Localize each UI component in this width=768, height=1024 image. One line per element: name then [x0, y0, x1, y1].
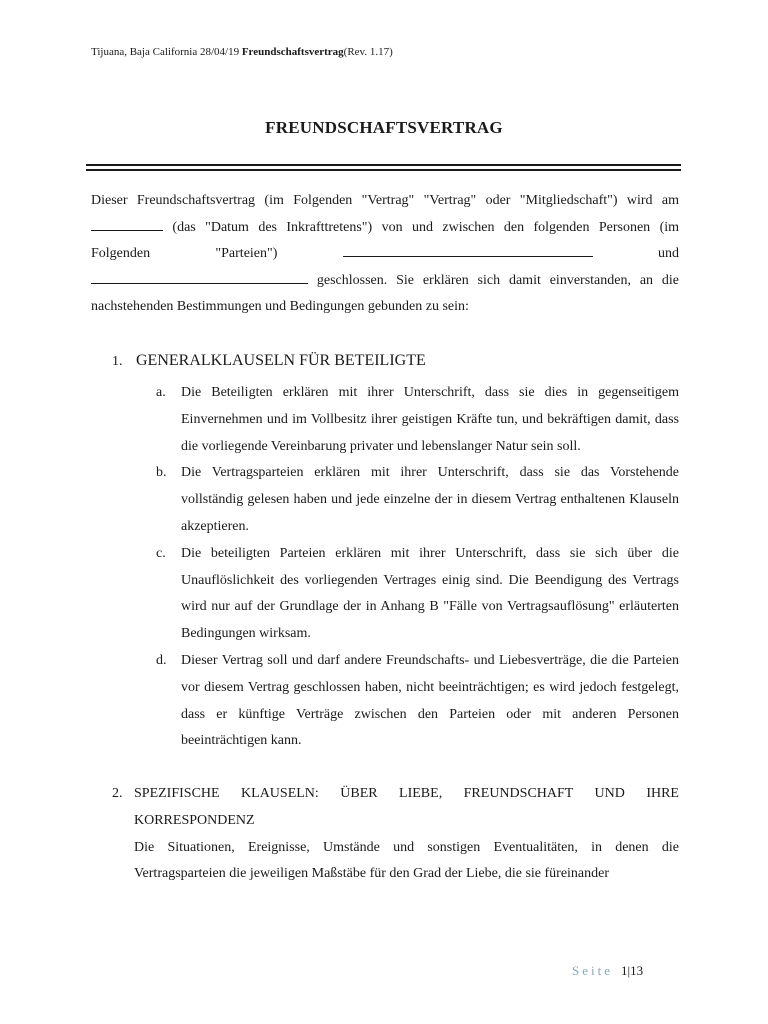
section-2: [112, 781, 679, 888]
date-blank: [91, 216, 163, 231]
intro-line-4: [91, 268, 679, 295]
party-one-blank: [343, 242, 593, 257]
section-1-heading: [112, 351, 426, 372]
section-2-number: 2.: [112, 786, 123, 801]
clause-d-letter: d.: [156, 652, 167, 668]
intro-paragraph: [91, 188, 679, 321]
intro-line-5: nachstehenden Bestimmungen und Bedingungen gebunden zu sein:: [91, 299, 469, 314]
intro-line-1: Dieser Freundschaftsvertrag (im Folgenden "Vertrag" "Vertrag" oder "Mitgliedschaft") wird am: [91, 193, 679, 208]
section-2-heading: SPEZIFISCHE KLAUSELN: ÜBER LIEBE, FREUNDSCHAFT UND IHRE KORRESPONDENZ: [134, 786, 679, 828]
footer-page-total: 13: [630, 963, 644, 978]
header-place-date: Tijuana, Baja California 28/04/19: [91, 46, 240, 58]
intro-line-3-und: und: [658, 246, 680, 261]
section-1-title: GENERALKLAUSELN FÜR BETEILIGTE: [136, 352, 426, 369]
clause-b-text: Die Vertragsparteien erklären mit ihrer Unterschrift, dass sie das Vorstehende vollständig gelesen haben und jede einzelne der in diesem Vertrag enthaltenen Klauseln akzeptieren.: [181, 465, 679, 534]
clause-c-letter: c.: [156, 545, 166, 561]
clause-a: [156, 380, 679, 460]
clause-d: [156, 648, 679, 755]
intro-line-3-parteien: "Parteien"): [215, 246, 278, 261]
title-rule-top: [86, 164, 681, 166]
clause-b-letter: b.: [156, 465, 167, 481]
title-rule-bottom: [86, 169, 681, 171]
section-1-clauses: [156, 380, 679, 755]
clause-c-text: Die beteiligten Parteien erklären mit ihrer Unterschrift, dass sie sich über die Unauflöslichkeit des vorliegenden Vertrages einig sind. Die Beendigung des Vertrags wird nur auf der Grundlage der in Anhang B "Fälle von Vertragsauflösung" erläuterten Bedingungen wirksam.: [181, 545, 679, 642]
party-two-blank: [91, 269, 308, 284]
intro-line-4-text: geschlossen. Sie erklären sich damit einverstanden, an die: [316, 272, 679, 288]
footer-page-number: 1: [621, 963, 628, 978]
clause-b: [156, 460, 679, 540]
intro-line-2-text: (das "Datum des Inkrafttretens") von und zwischen den folgenden Personen (im: [172, 219, 680, 235]
intro-line-3: [91, 241, 679, 268]
header-doc-name: Freundschaftsvertrag: [241, 46, 344, 58]
clause-c: [156, 541, 679, 648]
document-title: FREUNDSCHAFTSVERTRAG: [265, 118, 503, 137]
header-revision: (Rev. 1.17): [343, 46, 393, 58]
page-footer: [572, 963, 643, 979]
section-2-body: Die Situationen, Ereignisse, Umstände und sonstigen Eventualitäten, in denen die Vertragsparteien die jeweiligen Maßstäbe für den Grad der Liebe, die sie füreinander: [134, 839, 679, 882]
section-1-number: 1.: [112, 354, 123, 369]
clause-d-text: Dieser Vertrag soll und darf andere Freundschafts- und Liebesverträge, die die Parteien vor diesem Vertrag geschlossen haben, nicht beeinträchtigen; es wird jedoch festgelegt, dass er künftige Verträge zwischen den Parteien oder mit anderen Personen beeinträchtigen kann.: [181, 652, 679, 749]
footer-page-label: Seite: [572, 963, 613, 978]
clause-a-text: Die Beteiligten erklären mit ihrer Unterschrift, dass sie dies in gegenseitigem Einvernehmen und im Vollbesitz ihrer geistigen Kräfte tun, und bekräftigen damit, dass die vorliegende Vereinbarung privater und lebenslanger Natur sein soll.: [181, 385, 679, 454]
intro-line-2: [91, 215, 679, 242]
clause-a-letter: a.: [156, 385, 166, 400]
page-header: [91, 45, 393, 59]
footer-separator: |: [627, 963, 631, 978]
intro-line-3-folgenden: Folgenden: [91, 246, 151, 261]
